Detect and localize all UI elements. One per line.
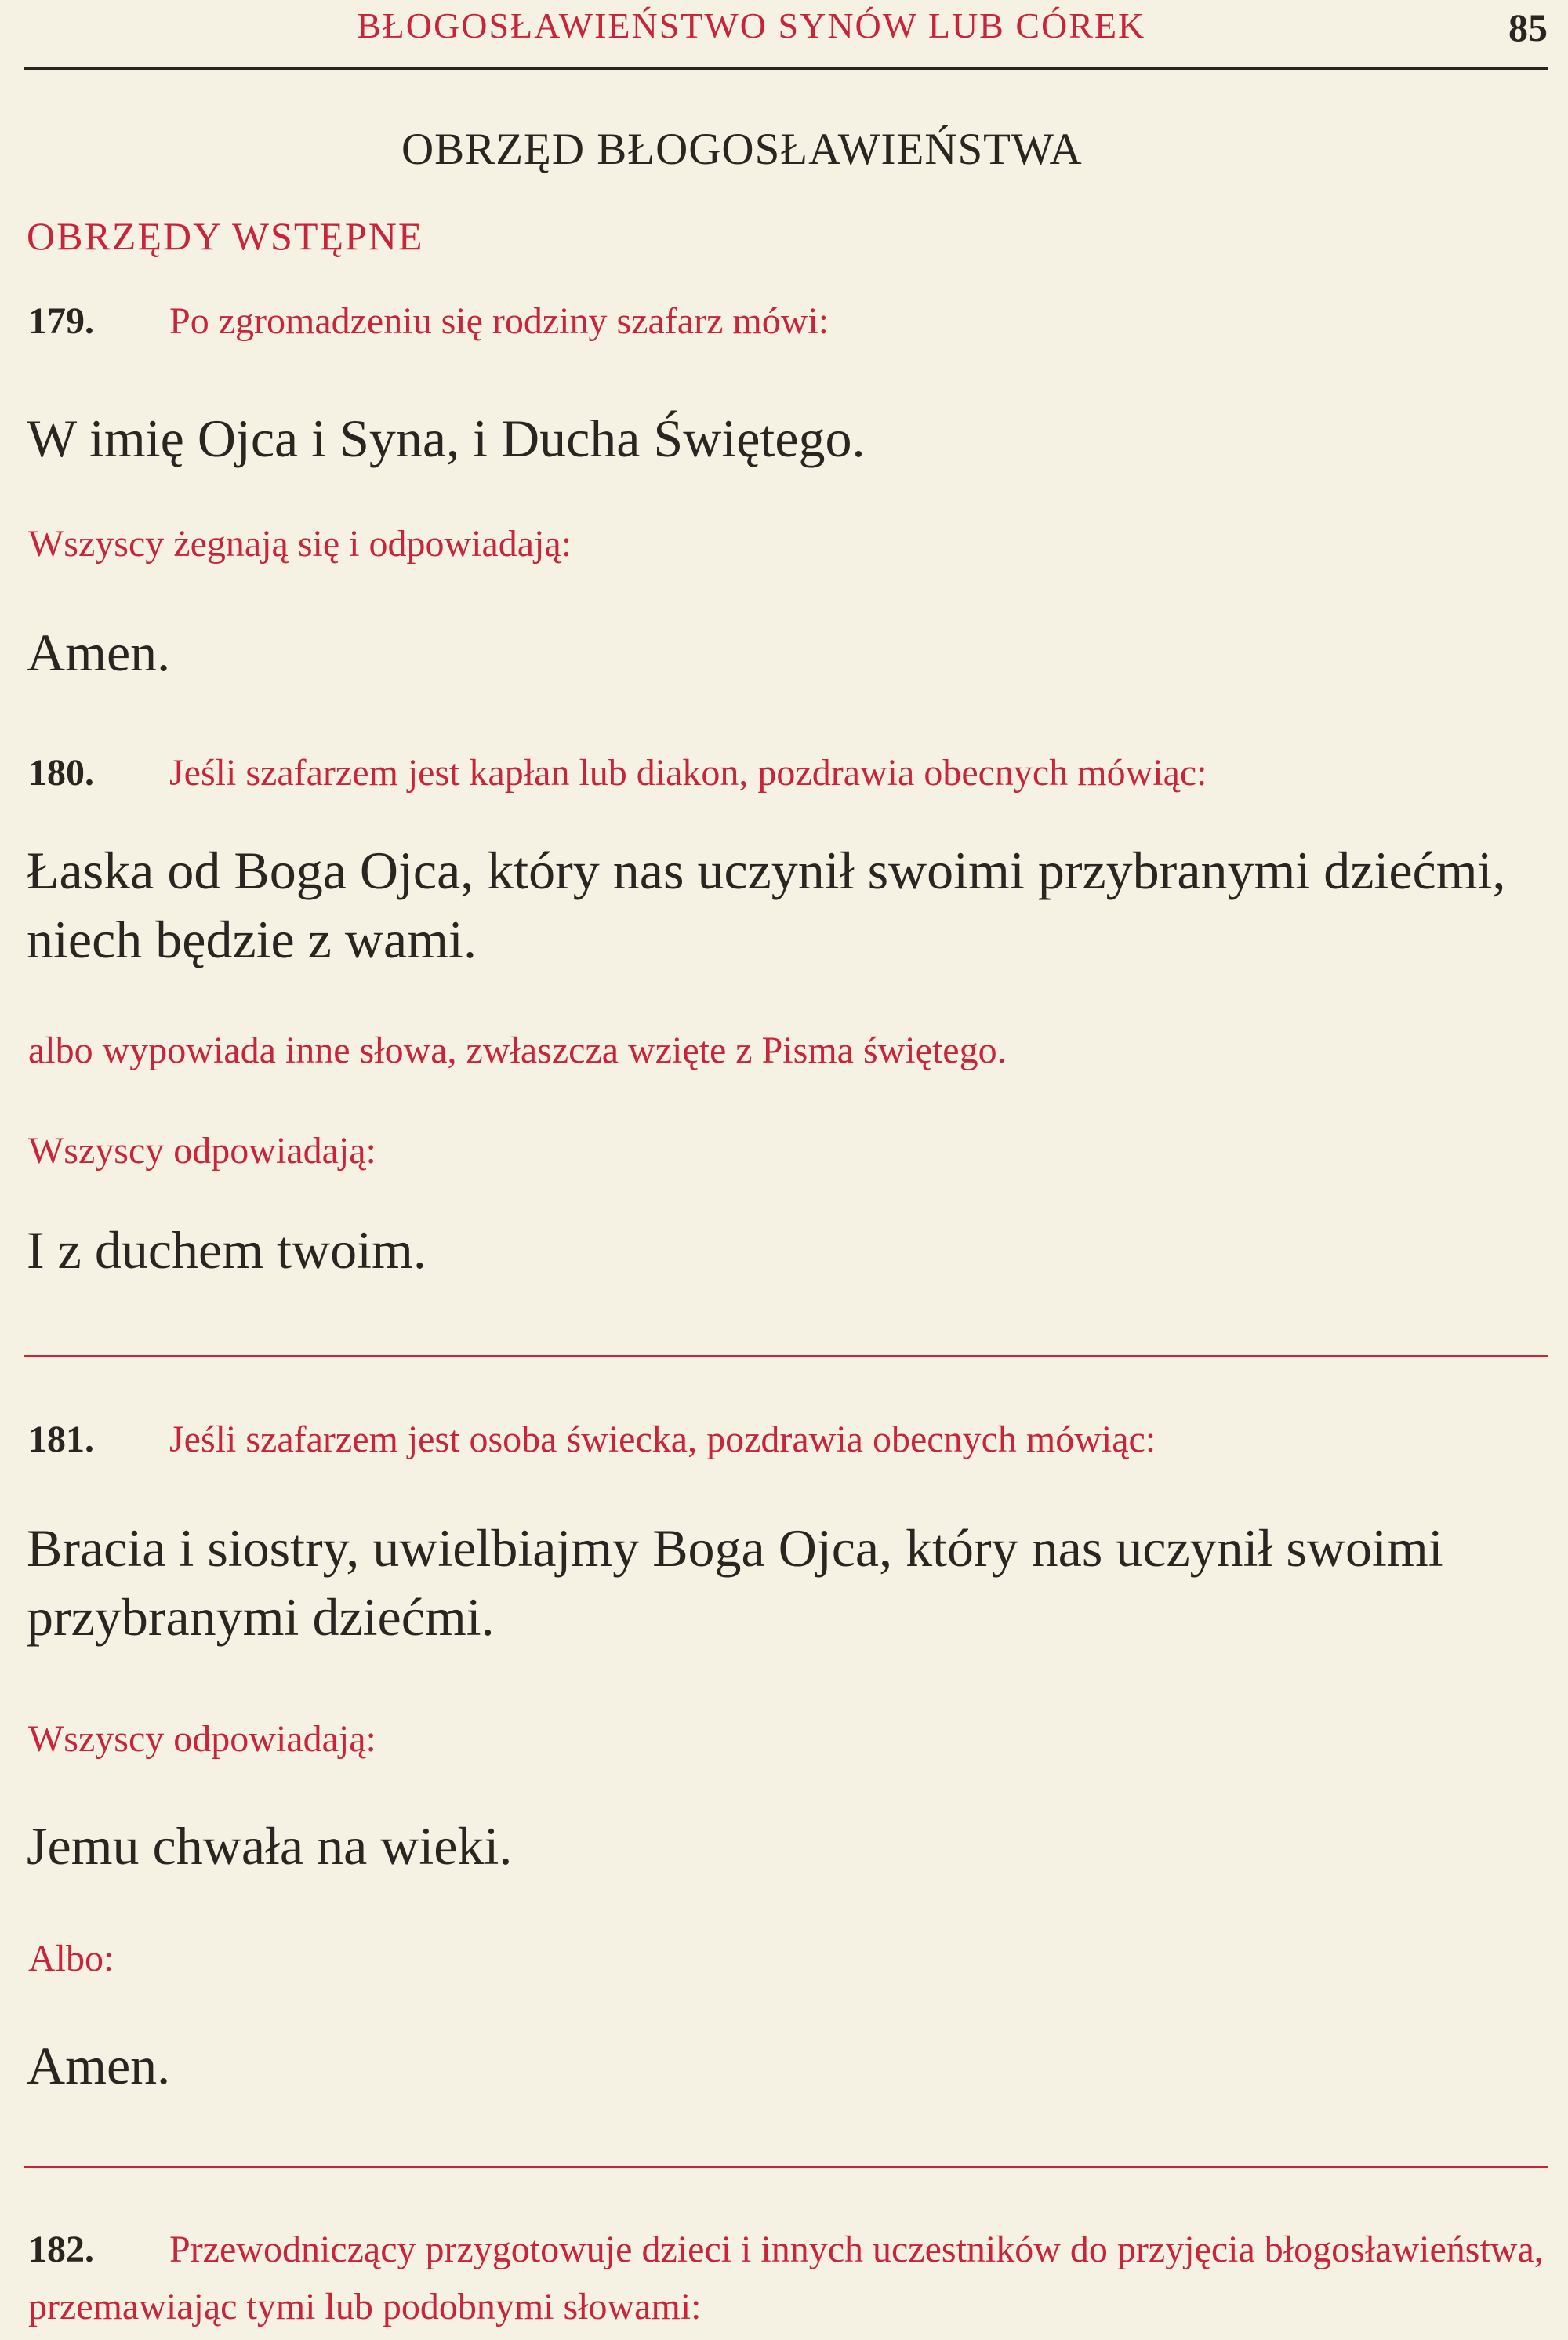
- rubric: Przewodniczący przygotowuje dzieci i innych uczestników do przyjęcia błogosławieństwa, przemawiając tymi lub podobnymi słowami:: [28, 2229, 1544, 2327]
- paragraph-179-heading: [28, 300, 829, 343]
- paragraph-number: 181.: [28, 1419, 94, 1460]
- running-header: BŁOGOSŁAWIEŃSTWO SYNÓW LUB CÓREK: [357, 5, 1146, 45]
- section-heading: OBRZĘDY WSTĘPNE: [27, 214, 424, 258]
- section-divider: [24, 2166, 1548, 2168]
- rubric: albo wypowiada inne słowa, zwłaszcza wzięte z Pisma świętego.: [28, 1030, 1007, 1071]
- paragraph-number: 180.: [28, 752, 94, 794]
- rubric: Albo:: [28, 1938, 114, 1979]
- rubric: Jeśli szafarzem jest osoba świecka, pozdrawia obecnych mówiąc:: [169, 1419, 1156, 1460]
- paragraph-181-heading: [28, 1418, 1156, 1461]
- section-divider: [24, 1355, 1548, 1357]
- page-number: 85: [1508, 5, 1548, 49]
- rubric: Po zgromadzeniu się rodziny szafarz mówi:: [169, 300, 829, 342]
- prayer-text: Bracia i siostry, uwielbiajmy Boga Ojca, który nas uczynił swoimi przybranymi dziećmi.: [27, 1518, 1443, 1647]
- rubric: Wszyscy żegnają się i odpowiadają:: [28, 523, 572, 565]
- prayer-text: W imię Ojca i Syna, i Ducha Świętego.: [27, 409, 866, 468]
- prayer-text: Łaska od Boga Ojca, który nas uczynił swoimi przybranymi dziećmi, niech będzie z wami.: [27, 841, 1506, 969]
- header-rule: [24, 67, 1548, 70]
- paragraph-182-heading: [28, 2226, 1557, 2340]
- response-text: Amen.: [27, 623, 171, 682]
- paragraph-180-heading: [28, 751, 1207, 794]
- rubric: Wszyscy odpowiadają:: [28, 1718, 376, 1760]
- rubric: Jeśli szafarzem jest kapłan lub diakon, pozdrawia obecnych mówiąc:: [169, 752, 1207, 794]
- paragraph-number: 182.: [28, 2229, 94, 2270]
- response-text: I z duchem twoim.: [27, 1220, 426, 1280]
- rubric: Wszyscy odpowiadają:: [28, 1130, 376, 1172]
- response-text: Amen.: [27, 2036, 171, 2095]
- rite-title: OBRZĘD BŁOGOSŁAWIEŃSTWA: [401, 125, 1083, 174]
- response-text: Jemu chwała na wieki.: [27, 1816, 513, 1876]
- paragraph-number: 179.: [28, 300, 94, 342]
